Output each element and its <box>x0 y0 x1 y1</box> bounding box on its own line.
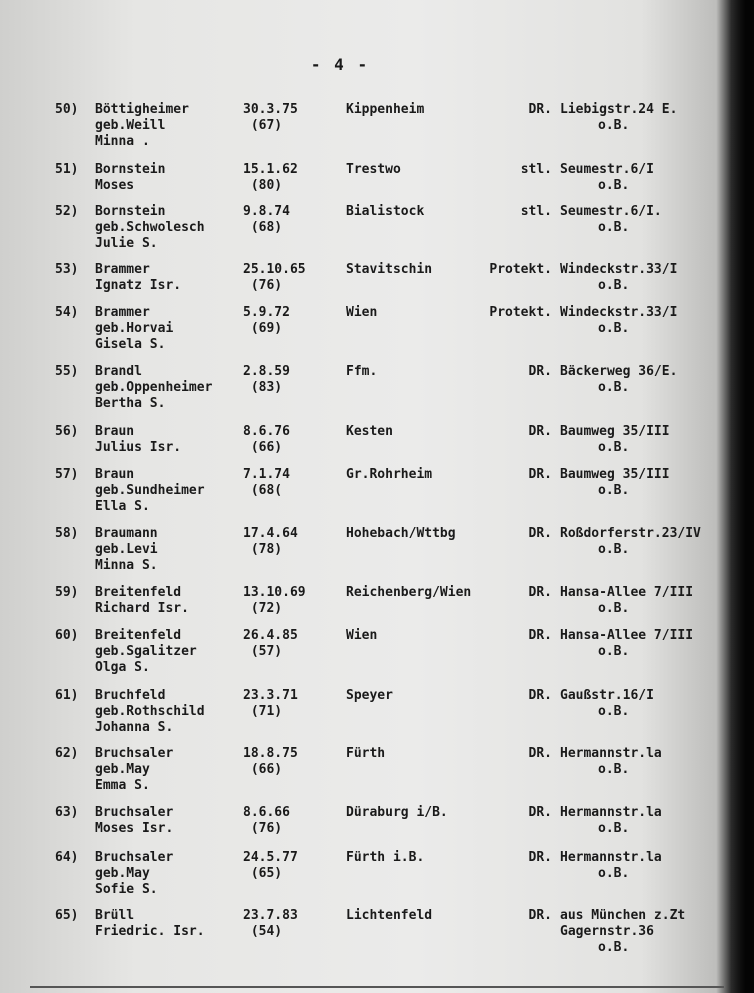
address-line: Seumestr.6/I. <box>560 204 662 219</box>
birth-date: 5.9.72 <box>243 305 290 320</box>
entry-birthdate <box>243 805 290 837</box>
entry-status: DR. <box>528 102 552 117</box>
entry-age: (83) <box>243 380 283 395</box>
entry-name <box>95 102 189 150</box>
name-line: Brandl <box>95 364 142 379</box>
name-line: Böttigheimer <box>95 102 189 117</box>
name-line: Minna . <box>95 134 150 149</box>
entry-status: stl. <box>520 162 552 177</box>
entry-birthdate <box>243 424 290 456</box>
entry-birthplace: Hohebach/Wttbg <box>346 526 456 541</box>
entry-name <box>95 746 173 794</box>
entry-age: (76) <box>243 278 283 293</box>
address-note: o.B. <box>598 644 630 659</box>
entry-status: stl. <box>520 204 552 219</box>
name-line: Bruchfeld <box>95 688 166 703</box>
name-line: geb.Sundheimer <box>95 483 205 498</box>
address-line: Hansa-Allee 7/III <box>560 628 694 643</box>
name-line: Bornstein <box>95 162 166 177</box>
entry-status: DR. <box>528 850 552 865</box>
address-note: o.B. <box>598 601 630 616</box>
name-line: geb.May <box>95 762 150 777</box>
birth-date: 30.3.75 <box>243 102 298 117</box>
birth-date: 23.7.83 <box>243 908 298 923</box>
entry-birthdate <box>243 908 298 940</box>
entry-name <box>95 526 158 574</box>
name-line: Friedric. Isr. <box>95 924 205 939</box>
address-line: Baumweg 35/III <box>560 467 670 482</box>
name-line: Sofie S. <box>95 882 158 897</box>
entry-number: 52) <box>55 204 79 219</box>
entry-birthdate <box>243 162 298 194</box>
entry-birthplace: Lichtenfeld <box>346 908 433 923</box>
entry-address <box>560 526 701 558</box>
birth-date: 9.8.74 <box>243 204 290 219</box>
birth-date: 15.1.62 <box>243 162 298 177</box>
page-number: - 4 - <box>310 55 370 74</box>
address-note: o.B. <box>598 118 630 133</box>
entry-number: 62) <box>55 746 79 761</box>
birth-date: 8.6.66 <box>243 805 290 820</box>
entry-birthdate <box>243 526 298 558</box>
entry-address <box>560 746 662 778</box>
name-line: Johanna S. <box>95 720 174 735</box>
entry-name <box>95 850 173 898</box>
entry-age: (66) <box>243 440 283 455</box>
name-line: Julius Isr. <box>95 440 182 455</box>
entry-birthplace: Kippenheim <box>346 102 425 117</box>
entry-birthplace: Reichenberg/Wien <box>346 585 472 600</box>
name-line: Moses Isr. <box>95 821 174 836</box>
address-line: Roßdorferstr.23/IV <box>560 526 701 541</box>
address-line: Hermannstr.la <box>560 850 662 865</box>
name-line: Breitenfeld <box>95 628 182 643</box>
name-line: geb.Weill <box>95 118 166 133</box>
entry-name <box>95 467 205 515</box>
entry-address <box>560 424 670 456</box>
entry-status: Protekt. <box>489 262 552 277</box>
address-note: o.B. <box>598 866 630 881</box>
address-note: o.B. <box>598 220 630 235</box>
birth-date: 24.5.77 <box>243 850 298 865</box>
entry-address <box>560 688 654 720</box>
entry-address <box>560 467 670 499</box>
entry-name <box>95 908 205 940</box>
entry-name <box>95 688 205 736</box>
name-line: Minna S. <box>95 558 158 573</box>
entry-address <box>560 204 662 236</box>
entry-birthdate <box>243 204 290 236</box>
entry-age: (72) <box>243 601 283 616</box>
entry-status: Protekt. <box>489 305 552 320</box>
entry-age: (78) <box>243 542 283 557</box>
entry-number: 60) <box>55 628 79 643</box>
entry-number: 56) <box>55 424 79 439</box>
entry-birthplace: Wien <box>346 305 378 320</box>
entry-birthplace: Stavitschin <box>346 262 433 277</box>
entry-name <box>95 305 173 353</box>
entry-address <box>560 162 654 194</box>
entry-number: 64) <box>55 850 79 865</box>
address-line: aus München z.Zt <box>560 908 686 923</box>
entry-status: DR. <box>528 688 552 703</box>
entry-birthdate <box>243 850 298 882</box>
entry-address <box>560 585 693 617</box>
entry-birthdate <box>243 467 290 499</box>
entry-birthplace: Gr.Rohrheim <box>346 467 433 482</box>
entry-birthplace: Fürth i.B. <box>346 850 425 865</box>
entry-birthdate <box>243 305 290 337</box>
name-line: Bertha S. <box>95 396 166 411</box>
entry-age: (67) <box>243 118 283 133</box>
scan-edge-shadow <box>732 0 754 993</box>
entry-number: 54) <box>55 305 79 320</box>
entry-address <box>560 908 685 956</box>
birth-date: 26.4.85 <box>243 628 298 643</box>
address-note: o.B. <box>598 380 630 395</box>
entry-birthdate <box>243 102 298 134</box>
entry-status: DR. <box>528 628 552 643</box>
entry-address <box>560 102 677 134</box>
entry-birthdate <box>243 585 306 617</box>
address-line: Liebigstr.24 E. <box>560 102 678 117</box>
address-note: o.B. <box>598 440 630 455</box>
entry-number: 58) <box>55 526 79 541</box>
name-line: geb.Levi <box>95 542 158 557</box>
entry-address <box>560 805 662 837</box>
entry-name <box>95 805 173 837</box>
entry-name <box>95 424 181 456</box>
name-line: Ella S. <box>95 499 150 514</box>
birth-date: 2.8.59 <box>243 364 290 379</box>
name-line: Braun <box>95 467 135 482</box>
entry-name <box>95 204 205 252</box>
address-note: o.B. <box>598 940 630 955</box>
name-line: Ignatz Isr. <box>95 278 182 293</box>
birth-date: 25.10.65 <box>243 262 306 277</box>
entry-birthplace: Wien <box>346 628 378 643</box>
name-line: Brammer <box>95 305 150 320</box>
name-line: geb.May <box>95 866 150 881</box>
entry-name <box>95 585 189 617</box>
address-line: Hansa-Allee 7/III <box>560 585 694 600</box>
name-line: geb.Oppenheimer <box>95 380 213 395</box>
name-line: geb.Rothschild <box>95 704 205 719</box>
name-line: geb.Schwolesch <box>95 220 205 235</box>
birth-date: 13.10.69 <box>243 585 306 600</box>
address-note: o.B. <box>598 821 630 836</box>
entry-birthplace: Fürth <box>346 746 386 761</box>
name-line: Brammer <box>95 262 150 277</box>
entry-address <box>560 628 693 660</box>
entry-birthplace: Düraburg i/B. <box>346 805 448 820</box>
address-line: Hermannstr.la <box>560 746 662 761</box>
address-note: o.B. <box>598 178 630 193</box>
entry-name <box>95 628 197 676</box>
address-line: Bäckerweg 36/E. <box>560 364 678 379</box>
birth-date: 8.6.76 <box>243 424 290 439</box>
entry-status: DR. <box>528 908 552 923</box>
entry-address <box>560 305 677 337</box>
name-line: Olga S. <box>95 660 150 675</box>
entry-address <box>560 850 662 882</box>
name-line: Breitenfeld <box>95 585 182 600</box>
name-line: Moses <box>95 178 135 193</box>
address-note: o.B. <box>598 542 630 557</box>
entry-birthdate <box>243 262 306 294</box>
entry-age: (69) <box>243 321 283 336</box>
address-line: Windeckstr.33/I <box>560 262 678 277</box>
address-note: o.B. <box>598 278 630 293</box>
address-note: o.B. <box>598 704 630 719</box>
entry-age: (68( <box>243 483 283 498</box>
entry-status: DR. <box>528 424 552 439</box>
entry-status: DR. <box>528 585 552 600</box>
address-note: o.B. <box>598 762 630 777</box>
entry-birthdate <box>243 364 290 396</box>
entry-number: 53) <box>55 262 79 277</box>
entry-birthdate <box>243 688 298 720</box>
address-line: Baumweg 35/III <box>560 424 670 439</box>
name-line: Braumann <box>95 526 158 541</box>
name-line: Braun <box>95 424 135 439</box>
entry-age: (65) <box>243 866 283 881</box>
name-line: Bruchsaler <box>95 746 174 761</box>
entry-birthdate <box>243 746 298 778</box>
entry-birthplace: Trestwo <box>346 162 401 177</box>
name-line: geb.Horvai <box>95 321 174 336</box>
entry-age: (68) <box>243 220 283 235</box>
birth-date: 17.4.64 <box>243 526 298 541</box>
birth-date: 7.1.74 <box>243 467 290 482</box>
entry-status: DR. <box>528 526 552 541</box>
entry-address <box>560 262 677 294</box>
name-line: Bruchsaler <box>95 805 174 820</box>
entry-name <box>95 262 181 294</box>
entry-age: (71) <box>243 704 283 719</box>
address-line: Seumestr.6/I <box>560 162 654 177</box>
name-line: geb.Sgalitzer <box>95 644 197 659</box>
entry-birthplace: Speyer <box>346 688 393 703</box>
entry-age: (80) <box>243 178 283 193</box>
address-line: Hermannstr.la <box>560 805 662 820</box>
entry-birthdate <box>243 628 298 660</box>
address-line: Windeckstr.33/I <box>560 305 678 320</box>
name-line: Bruchsaler <box>95 850 174 865</box>
entry-status: DR. <box>528 746 552 761</box>
entry-number: 57) <box>55 467 79 482</box>
entry-name <box>95 162 165 194</box>
entry-address <box>560 364 677 396</box>
entry-birthplace: Kesten <box>346 424 393 439</box>
name-line: Julie S. <box>95 236 158 251</box>
entry-number: 63) <box>55 805 79 820</box>
entry-number: 51) <box>55 162 79 177</box>
entry-age: (66) <box>243 762 283 777</box>
address-line: Gaußstr.16/I <box>560 688 654 703</box>
name-line: Richard Isr. <box>95 601 189 616</box>
name-line: Gisela S. <box>95 337 166 352</box>
name-line: Bornstein <box>95 204 166 219</box>
entry-number: 65) <box>55 908 79 923</box>
entry-number: 50) <box>55 102 79 117</box>
entry-number: 61) <box>55 688 79 703</box>
entry-age: (57) <box>243 644 283 659</box>
entry-birthplace: Bialistock <box>346 204 425 219</box>
address-note: o.B. <box>598 321 630 336</box>
entry-age: (54) <box>243 924 283 939</box>
entry-status: DR. <box>528 805 552 820</box>
birth-date: 23.3.71 <box>243 688 298 703</box>
entry-number: 59) <box>55 585 79 600</box>
entry-number: 55) <box>55 364 79 379</box>
entry-status: DR. <box>528 467 552 482</box>
entry-status: DR. <box>528 364 552 379</box>
entry-birthplace: Ffm. <box>346 364 378 379</box>
entry-name <box>95 364 212 412</box>
birth-date: 18.8.75 <box>243 746 298 761</box>
entry-age: (76) <box>243 821 283 836</box>
name-line: Emma S. <box>95 778 150 793</box>
name-line: Brüll <box>95 908 135 923</box>
address-note: o.B. <box>598 483 630 498</box>
address-line: Gagernstr.36 <box>560 924 654 939</box>
bottom-rule <box>30 986 724 988</box>
